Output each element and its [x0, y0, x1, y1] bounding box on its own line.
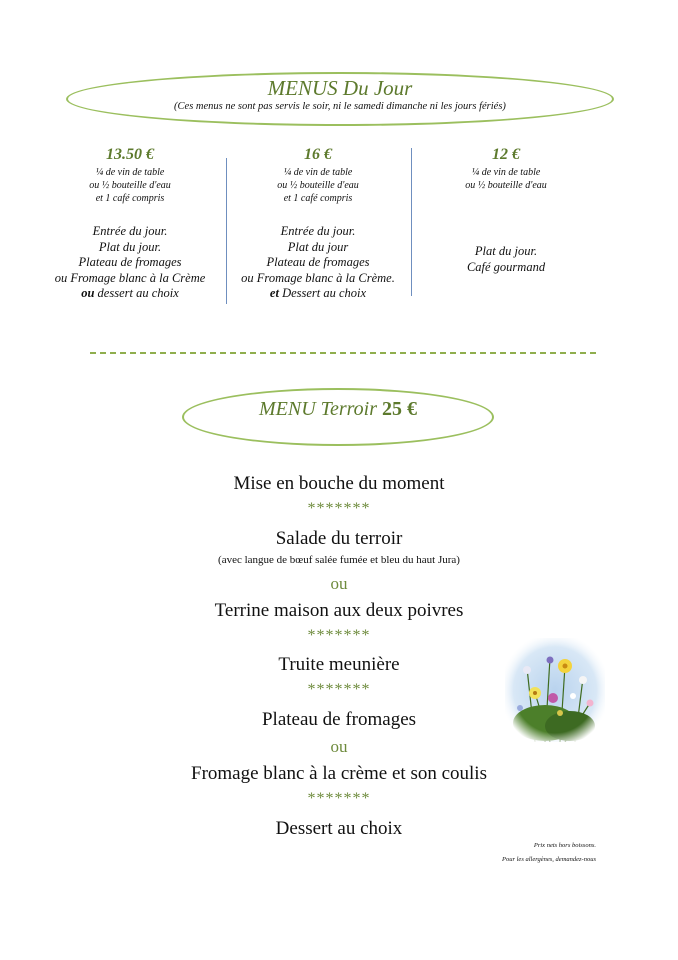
menu-extra: ¼ de vin de table	[283, 167, 353, 178]
menu-dish: Plateau de fromages	[78, 255, 182, 269]
course-salade-note: (avec langue de bœuf salée fumée et bleu du haut Jura)	[218, 554, 460, 566]
course-truite: Truite meunière	[278, 654, 400, 675]
course-separator: *******	[307, 627, 371, 644]
menu-dish: ou Fromage blanc à la Crème.	[241, 270, 395, 285]
course-terrine: Terrine maison aux deux poivres	[214, 600, 464, 621]
menu-extra: et 1 café compris	[95, 193, 165, 204]
menu-dish: Plat du jour.	[474, 244, 538, 258]
menu-column-16	[226, 146, 410, 302]
menu-column-12	[414, 146, 598, 275]
course-or: ou	[330, 737, 348, 756]
footer-allergen-note: Pour les allergènes, demandez-nous	[502, 856, 596, 863]
menu-extra: ou ½ bouteille d'eau	[465, 180, 547, 191]
column-divider	[411, 148, 412, 296]
menu-terroir-price: 25 €	[382, 398, 417, 420]
menu-extra: ¼ de vin de table	[471, 167, 541, 178]
menu-terroir-title-text: MENU Terroir	[259, 398, 382, 420]
course-plateau: Plateau de fromages	[261, 709, 417, 730]
course-salade: Salade du terroir	[275, 528, 403, 549]
course-separator: *******	[307, 681, 371, 698]
menu-price: 13.50 €	[106, 146, 154, 163]
course-separator: *******	[307, 500, 371, 517]
menu-dish-last: et Dessert au choix	[269, 286, 367, 300]
menu-dish: Entrée du jour.	[92, 224, 168, 238]
menu-price: 12 €	[492, 146, 520, 163]
course-mise-en-bouche: Mise en bouche du moment	[233, 473, 445, 494]
menus-du-jour-title: MENUS Du Jour	[267, 76, 413, 100]
menu-dish: Entrée du jour.	[280, 224, 356, 238]
course-fromage-blanc: Fromage blanc à la crème et son coulis	[191, 763, 487, 784]
menu-dish: Plateau de fromages	[266, 255, 370, 269]
dashed-separator	[90, 352, 596, 354]
menu-dish-last: ou dessert au choix	[81, 286, 179, 300]
course-or: ou	[330, 574, 348, 593]
wildflowers-image	[505, 638, 605, 742]
menu-dish: Café gourmand	[466, 259, 546, 274]
menus-du-jour-note: (Ces menus ne sont pas servis le soir, ni le samedi dimanche ni les jours fériés)	[174, 101, 506, 112]
menu-price: 16 €	[304, 146, 332, 163]
course-separator: *******	[307, 790, 371, 807]
menu-extra: ¼ de vin de table	[95, 167, 165, 178]
menu-extra: ou ½ bouteille d'eau	[277, 180, 359, 191]
menu-column-13-50	[38, 146, 222, 302]
menu-extra: ou ½ bouteille d'eau	[89, 180, 171, 191]
course-dessert: Dessert au choix	[275, 818, 403, 839]
menu-terroir-title	[182, 398, 494, 421]
footer-price-note: Prix nets hors boissons.	[533, 842, 596, 849]
menu-extra: et 1 café compris	[283, 193, 353, 204]
menu-dish: Plat du jour.	[98, 239, 162, 254]
menu-dish: Plat du jour	[287, 239, 349, 254]
menu-dish: ou Fromage blanc à la Crème	[54, 270, 206, 285]
